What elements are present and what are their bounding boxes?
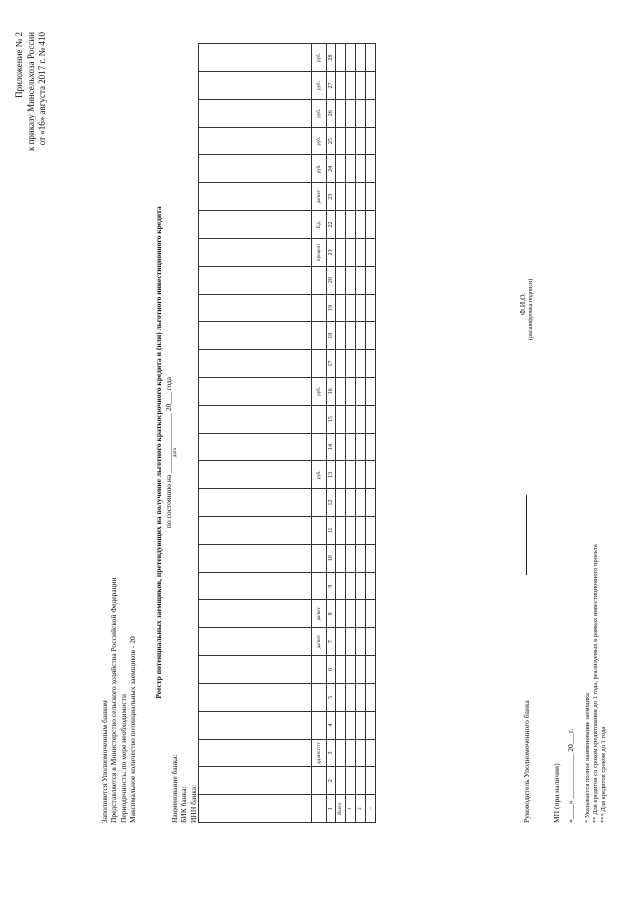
table-cell xyxy=(366,628,376,656)
table-cell xyxy=(366,238,376,266)
table-units-row xyxy=(312,44,327,823)
table-cell xyxy=(346,378,356,406)
table-cell xyxy=(366,155,376,183)
table-cell xyxy=(356,517,366,545)
table-column-number: 7 xyxy=(327,628,336,656)
table-cell xyxy=(346,127,356,155)
as-of-date: по состоянию на ________________ 20___ года xyxy=(164,376,173,529)
table-cell xyxy=(356,489,366,517)
table-cell xyxy=(336,211,346,239)
table-cell xyxy=(346,211,356,239)
table-cell xyxy=(366,489,376,517)
table-cell xyxy=(356,378,366,406)
table-cell xyxy=(356,294,366,322)
table-cell xyxy=(336,767,346,795)
table-header-cell xyxy=(199,99,312,127)
table-header-cell xyxy=(199,72,312,100)
table-header-cell xyxy=(199,795,312,823)
table-header-cell xyxy=(199,711,312,739)
table-cell xyxy=(346,517,356,545)
table-cell xyxy=(366,99,376,127)
table-unit-cell xyxy=(312,266,327,294)
table-unit-cell xyxy=(312,489,327,517)
table-cell xyxy=(336,44,346,72)
table-row xyxy=(336,44,346,823)
table-cell xyxy=(346,238,356,266)
table-header-cell xyxy=(199,378,312,406)
table-header-cell xyxy=(199,350,312,378)
table-column-number: 8 xyxy=(327,600,336,628)
table-cell xyxy=(366,211,376,239)
table-cell xyxy=(356,127,366,155)
table-unit-cell xyxy=(312,405,327,433)
table-cell xyxy=(366,544,376,572)
footnote-1: * Указывается полное наименование заемщика xyxy=(584,693,591,823)
table-unit-cell xyxy=(312,795,327,823)
table-unit-cell xyxy=(312,656,327,684)
table-unit-cell xyxy=(312,517,327,545)
fio-sublabel: (расшифровка подписи) xyxy=(528,278,534,340)
signer-label: Руководитель Уполномоченного банка xyxy=(522,700,531,823)
signature-date: «____» ____________ 20___г. xyxy=(566,728,575,823)
table-cell xyxy=(356,44,366,72)
table-cell xyxy=(366,461,376,489)
table-unit-cell xyxy=(312,767,327,795)
table-header-cell xyxy=(199,433,312,461)
footnote-2: ** Для кредитов со сроком кредитования до 1 года, реализуемых в рамках инвестиционного проекта xyxy=(592,544,600,823)
table-cell xyxy=(336,683,346,711)
table-header-cell xyxy=(199,572,312,600)
table-column-number: 25 xyxy=(327,127,336,155)
table-cell xyxy=(366,683,376,711)
table-cell xyxy=(346,350,356,378)
table-cell xyxy=(336,461,346,489)
appendix-date: от «16» августа 2017 г. № 410 xyxy=(37,32,48,146)
table-cell xyxy=(366,183,376,211)
table-cell xyxy=(366,517,376,545)
table-header-cell xyxy=(199,544,312,572)
table-cell xyxy=(366,405,376,433)
table-cell xyxy=(356,600,366,628)
table-unit-cell xyxy=(312,350,327,378)
table-column-number: 23 xyxy=(327,183,336,211)
table-unit-cell: дд.мм.гггг xyxy=(312,739,327,767)
table-column-number: 27 xyxy=(327,72,336,100)
table-cell xyxy=(346,683,356,711)
table-cell xyxy=(336,72,346,100)
table-column-number: 2 xyxy=(327,767,336,795)
table-unit-cell: руб. xyxy=(312,155,327,183)
table-cell xyxy=(346,183,356,211)
table-unit-cell: да/нет xyxy=(312,628,327,656)
table-column-number: 3 xyxy=(327,739,336,767)
table-cell xyxy=(346,405,356,433)
stamp-label: МП (при наличии) xyxy=(552,763,561,823)
table-column-number: 12 xyxy=(327,489,336,517)
table-cell xyxy=(356,572,366,600)
appendix-number: Приложение № 2 xyxy=(14,32,24,98)
table-header-cell xyxy=(199,294,312,322)
table-cell xyxy=(366,711,376,739)
table-column-number: 1 xyxy=(327,795,336,823)
table-row-label: Всего xyxy=(336,795,346,823)
table-column-number: 17 xyxy=(327,350,336,378)
table-column-number: 15 xyxy=(327,405,336,433)
table-cell xyxy=(336,155,346,183)
table-cell xyxy=(336,322,346,350)
table-cell xyxy=(356,72,366,100)
table-cell xyxy=(336,572,346,600)
table-cell xyxy=(366,127,376,155)
table-unit-cell: руб. xyxy=(312,99,327,127)
table-cell xyxy=(366,767,376,795)
table-header-cell xyxy=(199,489,312,517)
table-header-cell xyxy=(199,656,312,684)
intro-filled-by: Заполняется Уполномоченным банком xyxy=(100,700,109,823)
table-column-number: 14 xyxy=(327,433,336,461)
table-cell xyxy=(346,739,356,767)
table-unit-cell xyxy=(312,544,327,572)
table-column-number: 10 xyxy=(327,544,336,572)
table-unit-cell: руб. xyxy=(312,44,327,72)
table-cell xyxy=(346,767,356,795)
table-column-number: 5 xyxy=(327,683,336,711)
table-cell xyxy=(356,183,366,211)
table-cell xyxy=(346,711,356,739)
table-header-cell xyxy=(199,405,312,433)
table-cell xyxy=(336,183,346,211)
table-column-number: 4 xyxy=(327,711,336,739)
table-cell xyxy=(366,266,376,294)
table-cell xyxy=(356,433,366,461)
table-cell xyxy=(336,600,346,628)
table-unit-cell: руб. xyxy=(312,378,327,406)
table-row-label: 2 xyxy=(356,795,366,823)
table-cell xyxy=(356,461,366,489)
table-column-number: 9 xyxy=(327,572,336,600)
table-cell xyxy=(336,405,346,433)
table-header-cell xyxy=(199,322,312,350)
table-header-cell xyxy=(199,266,312,294)
table-cell xyxy=(346,656,356,684)
table-unit-cell: руб. xyxy=(312,461,327,489)
table-unit-cell xyxy=(312,433,327,461)
table-header-cell xyxy=(199,44,312,72)
table-cell xyxy=(346,266,356,294)
table-row xyxy=(356,44,366,823)
table-row-label: ... xyxy=(366,795,376,823)
table-cell xyxy=(336,99,346,127)
table-row-label: 1 xyxy=(346,795,356,823)
table-cell xyxy=(336,294,346,322)
table-unit-cell xyxy=(312,711,327,739)
table-header-cell xyxy=(199,155,312,183)
table-cell xyxy=(366,378,376,406)
fio-label: Ф.И.О. xyxy=(518,292,527,315)
signature-line xyxy=(518,495,527,575)
table-cell xyxy=(336,628,346,656)
table-header-cell xyxy=(199,739,312,767)
table-unit-cell: процент xyxy=(312,238,327,266)
table-unit-cell: Ед. xyxy=(312,211,327,239)
footnote-3: *** Для кредитов сроком до 1 года xyxy=(600,726,608,823)
table-unit-cell xyxy=(312,683,327,711)
table-cell xyxy=(346,99,356,127)
table-column-number: 13 xyxy=(327,461,336,489)
table-cell xyxy=(356,238,366,266)
table-cell xyxy=(336,378,346,406)
table-cell xyxy=(366,294,376,322)
table-column-number: 26 xyxy=(327,99,336,127)
intro-block xyxy=(100,577,138,823)
table-cell xyxy=(356,405,366,433)
table-cell xyxy=(336,517,346,545)
table-cell xyxy=(346,600,356,628)
bank-bik-label: БИК банка: xyxy=(179,786,189,823)
table-header-cell xyxy=(199,600,312,628)
table-column-number: 24 xyxy=(327,155,336,183)
table-header-cell xyxy=(199,767,312,795)
table-cell xyxy=(356,711,366,739)
table-unit-cell: да/нет xyxy=(312,600,327,628)
table-unit-cell xyxy=(312,572,327,600)
table-header-cell xyxy=(199,183,312,211)
register-title: Реестр потенциальных заемщиков, претендующих на получение льготного краткосрочного кредита и (или) льготного инвестиционного кредита xyxy=(154,206,163,699)
table-cell xyxy=(336,489,346,517)
table-header-cell xyxy=(199,461,312,489)
bank-inn-label: ИНН банка: xyxy=(188,784,198,823)
table-cell xyxy=(356,544,366,572)
appendix-order: к приказу Минсельхоза России xyxy=(25,32,36,152)
table-cell xyxy=(356,683,366,711)
table-cell xyxy=(366,739,376,767)
as-of-sublabel: дата xyxy=(173,447,178,458)
table-column-number-row xyxy=(327,44,336,823)
bank-info xyxy=(170,754,198,823)
table-cell xyxy=(336,266,346,294)
table-cell xyxy=(356,350,366,378)
table-column-number: 22 xyxy=(327,211,336,239)
table-cell xyxy=(346,489,356,517)
table-cell xyxy=(346,72,356,100)
table-cell xyxy=(356,628,366,656)
table-cell xyxy=(346,461,356,489)
table-column-number: 11 xyxy=(327,517,336,545)
intro-periodicity: Периодичность: по мере необходимости xyxy=(118,693,128,823)
table-column-number: 16 xyxy=(327,378,336,406)
table-cell xyxy=(336,544,346,572)
table-column-number: 19 xyxy=(327,294,336,322)
table-cell xyxy=(366,600,376,628)
table-cell xyxy=(356,211,366,239)
intro-max-count: Максимальное количество потенциальных заемщиков - 20 xyxy=(128,636,138,823)
table-cell xyxy=(336,711,346,739)
register-table xyxy=(198,43,376,823)
table-cell xyxy=(336,739,346,767)
table-column-number: 28 xyxy=(327,44,336,72)
table-header-row xyxy=(199,44,312,823)
table-column-number: 6 xyxy=(327,656,336,684)
table-cell xyxy=(366,72,376,100)
table-cell xyxy=(366,433,376,461)
table-cell xyxy=(366,322,376,350)
table-cell xyxy=(346,322,356,350)
table-header-cell xyxy=(199,238,312,266)
table-cell xyxy=(366,350,376,378)
table-column-number: 20 xyxy=(327,266,336,294)
table-cell xyxy=(346,294,356,322)
table-cell xyxy=(346,44,356,72)
table-cell xyxy=(366,44,376,72)
table-header-cell xyxy=(199,211,312,239)
footnotes xyxy=(584,544,608,823)
table-cell xyxy=(336,127,346,155)
table-header-cell xyxy=(199,127,312,155)
table-cell xyxy=(356,767,366,795)
table-cell xyxy=(336,433,346,461)
table-row xyxy=(366,44,376,823)
table-column-number: 21 xyxy=(327,238,336,266)
table-unit-cell: да/нет xyxy=(312,183,327,211)
table-unit-cell xyxy=(312,294,327,322)
intro-submitted-to: Представляется в Министерство сельского хозяйства Российской Федерации xyxy=(109,577,119,823)
table-header-cell xyxy=(199,683,312,711)
table-header-cell xyxy=(199,517,312,545)
table-cell xyxy=(356,739,366,767)
bank-name-label: Наименование банка: xyxy=(170,754,179,823)
table-cell xyxy=(356,322,366,350)
table-unit-cell: руб. xyxy=(312,127,327,155)
table-cell xyxy=(346,155,356,183)
table-cell xyxy=(346,628,356,656)
table-column-number: 18 xyxy=(327,322,336,350)
table-unit-cell: руб. xyxy=(312,72,327,100)
table-cell xyxy=(356,656,366,684)
table-cell xyxy=(336,350,346,378)
table-row xyxy=(346,44,356,823)
table-cell xyxy=(346,544,356,572)
table-cell xyxy=(356,99,366,127)
table-cell xyxy=(346,572,356,600)
table-cell xyxy=(356,266,366,294)
table-cell xyxy=(346,433,356,461)
table-cell xyxy=(356,155,366,183)
table-unit-cell xyxy=(312,322,327,350)
appendix-reference xyxy=(14,32,49,151)
table-header-cell xyxy=(199,628,312,656)
table-cell xyxy=(336,238,346,266)
table-cell xyxy=(366,656,376,684)
table-cell xyxy=(366,572,376,600)
table-cell xyxy=(336,656,346,684)
